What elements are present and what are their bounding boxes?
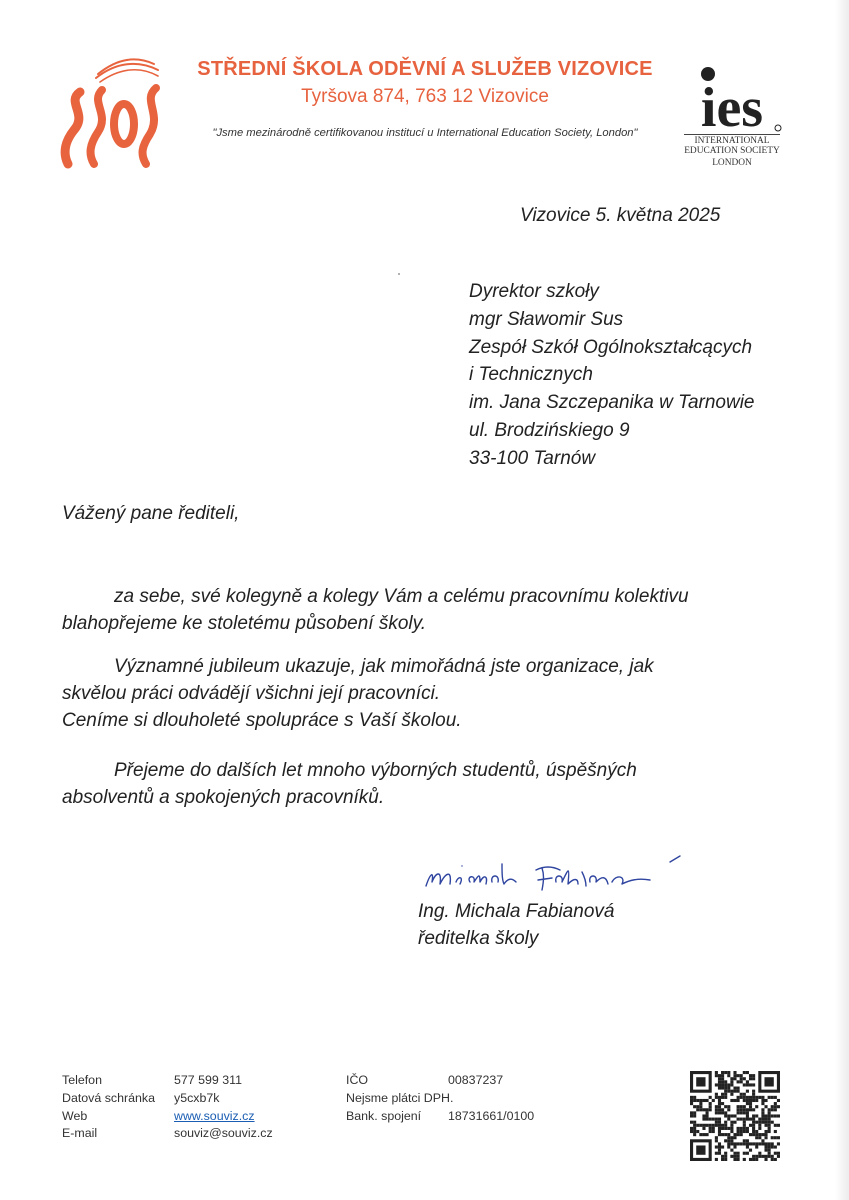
footer-spacer xyxy=(448,1090,534,1108)
databox-value: y5cxb7k xyxy=(174,1090,220,1105)
ssos-logo-icon xyxy=(58,52,166,172)
ies-line-2: EDUCATION SOCIETY xyxy=(684,146,780,156)
paragraph-line: Ceníme si dlouholeté spolupráce s Vaší školou. xyxy=(62,710,462,731)
svg-text:ies: ies xyxy=(700,77,764,134)
ies-line-1: INTERNATIONAL xyxy=(694,136,770,146)
handwritten-signature-icon xyxy=(418,852,688,898)
phone-value: 577 599 311 xyxy=(174,1073,242,1087)
footer-label: IČO xyxy=(346,1073,369,1087)
school-name: STŘEDNÍ ŠKOLA ODĚVNÍ A SLUŽEB VIZOVICE xyxy=(197,58,653,80)
ies-logo xyxy=(682,64,782,168)
footer-label: E-mail xyxy=(62,1126,98,1141)
recipient-line: Dyrektor szkoły xyxy=(469,281,599,302)
paragraph-line: za sebe, své kolegyně a kolegy Vám a celému pracovnímu kolektivu xyxy=(114,586,689,607)
ico-value: 00837237 xyxy=(448,1073,504,1087)
school-address: Tyršova 874, 763 12 Vizovice xyxy=(301,86,549,107)
paragraph-line: absolventů a spokojených pracovníků. xyxy=(62,787,385,808)
recipient-line: i Technicznych xyxy=(469,364,593,386)
recipient-address xyxy=(469,278,755,473)
ies-divider xyxy=(684,134,780,135)
scan-edge xyxy=(835,0,849,1200)
footer-label: Datová schránka xyxy=(62,1090,155,1105)
footer-label: Bank. spojení xyxy=(346,1108,422,1123)
paragraph-line: blahopřejeme ke stoletému působení školy. xyxy=(62,613,427,634)
recipient-line: 33-100 Tarnów xyxy=(469,447,596,469)
ies-line-3: LONDON xyxy=(712,158,752,168)
recipient-line: Zespół Szkół Ogólnokształcących xyxy=(469,336,753,358)
letter-date: Vizovice 5. května 2025 xyxy=(520,205,721,226)
paragraph-3 xyxy=(62,757,762,811)
footer-values-2 xyxy=(448,1072,534,1125)
bank-account-value: 18731661/0100 xyxy=(448,1108,535,1123)
footer-label: Telefon xyxy=(62,1073,102,1087)
recipient-line: ul. Brodzińskiego 9 xyxy=(469,419,630,441)
email-value: souviz@souviz.cz xyxy=(174,1126,273,1141)
paragraph-line: skvělou práci odvádějí všichni její pracovníci. xyxy=(62,683,441,704)
scan-speck xyxy=(398,273,400,275)
salutation: Vážený pane řediteli, xyxy=(62,503,240,524)
footer-labels xyxy=(62,1072,155,1143)
signer-name: Ing. Michala Fabianová xyxy=(418,901,615,922)
recipient-line: mgr Sławomir Sus xyxy=(469,308,624,330)
footer-values xyxy=(174,1072,273,1143)
signer-block xyxy=(418,898,614,952)
footer-label: Web xyxy=(62,1108,88,1123)
footer-labels-2 xyxy=(346,1072,453,1125)
qr-code-icon xyxy=(690,1071,780,1161)
signer-title: ředitelka školy xyxy=(418,928,539,949)
recipient-line: im. Jana Szczepanika w Tarnowie xyxy=(469,392,755,414)
paragraph-line: Přejeme do dalších let mnoho výborných studentů, úspěšných xyxy=(114,760,637,781)
footer-label: Nejsme plátci DPH. xyxy=(346,1090,454,1105)
ies-logo-icon xyxy=(682,64,782,134)
paragraph-2 xyxy=(62,653,762,734)
paragraph-1 xyxy=(62,583,762,637)
paragraph-line: Významné jubileum ukazuje, jak mimořádná jste organizace, jak xyxy=(114,656,654,677)
certification-note: "Jsme mezinárodně certifikovanou institucí u International Education Society, London" xyxy=(212,127,638,139)
website-link[interactable]: www.souviz.cz xyxy=(174,1108,255,1123)
